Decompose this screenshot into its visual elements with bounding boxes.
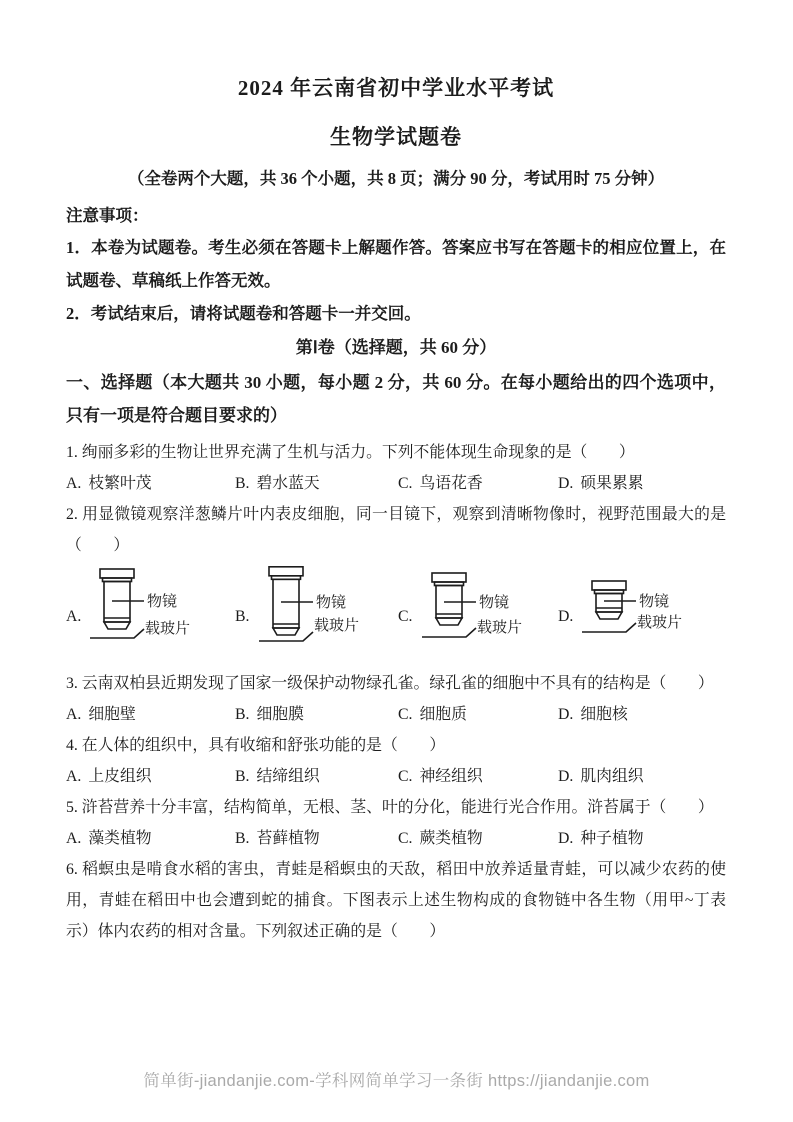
question-3-option-c <box>398 699 558 730</box>
option-text: 细胞核 <box>580 706 628 723</box>
option-label: B. <box>235 768 250 785</box>
question-2-diagrams <box>66 564 726 666</box>
question-3-text: 3. 云南双柏县近期发现了国家一级保护动物绿孔雀。绿孔雀的细胞中不具有的结构是（ ） <box>66 675 714 692</box>
question-4-option-b <box>235 761 398 792</box>
slide-label: 载玻片 <box>145 621 191 637</box>
question-4-option-d <box>558 761 726 792</box>
question-2-option-a <box>66 564 235 666</box>
option-text: 枝繁叶茂 <box>88 475 152 492</box>
objective-lens-diagram-a <box>86 566 210 664</box>
option-text: 上皮组织 <box>88 768 152 785</box>
option-label: B. <box>235 706 250 723</box>
question-5-options <box>66 823 726 854</box>
question-3-option-b <box>235 699 398 730</box>
question-1-text: 1. 绚丽多彩的生物让世界充满了生机与活力。下列不能体现生命现象的是（ ） <box>66 444 635 461</box>
notice-item-1: 1．本卷为试题卷。考生必须在答题卡上解题作答。答案应书写在答题卡的相应位置上，在试题卷、草稿纸上作答无效。 <box>66 238 726 290</box>
page-content <box>66 0 726 947</box>
option-text: 蕨类植物 <box>419 830 483 847</box>
question-2-option-b <box>235 564 398 666</box>
option-label: D. <box>558 475 574 492</box>
option-label: A. <box>66 706 82 723</box>
option-label: B. <box>235 830 250 847</box>
option-label: C. <box>398 768 413 785</box>
option-label: B. <box>235 608 250 625</box>
option-text: 苔藓植物 <box>256 830 320 847</box>
slide-label: 载玻片 <box>637 615 683 631</box>
option-label: D. <box>558 830 574 847</box>
question-2-option-c <box>398 564 558 666</box>
option-text: 细胞质 <box>419 706 467 723</box>
option-text: 结缔组织 <box>256 768 320 785</box>
question-5-option-a <box>66 823 235 854</box>
option-label: D. <box>558 768 574 785</box>
page-title: 2024 年云南省初中学业水平考试 <box>237 76 555 100</box>
question-5-option-c <box>398 823 558 854</box>
section-title: 第Ⅰ卷（选择题，共 60 分） <box>295 338 497 357</box>
question-4-option-a <box>66 761 235 792</box>
objective-lens-diagram-b <box>255 566 379 664</box>
question-4-options <box>66 761 726 792</box>
question-5-option-b <box>235 823 398 854</box>
notice-item-2: 2．考试结束后，请将试题卷和答题卡一并交回。 <box>66 304 421 323</box>
question-3-option-a <box>66 699 235 730</box>
question-1-option-c <box>398 468 558 499</box>
exam-info-line: （全卷两个大题，共 36 个小题，共 8 页；满分 90 分，考试用时 75 分钟） <box>127 169 665 188</box>
option-label: C. <box>398 706 413 723</box>
option-text: 细胞膜 <box>256 706 304 723</box>
question-4-text: 4. 在人体的组织中，具有收缩和舒张功能的是（ ） <box>66 737 446 754</box>
option-label: C. <box>398 830 413 847</box>
option-text: 鸟语花香 <box>419 475 483 492</box>
option-label: B. <box>235 475 250 492</box>
option-label: D. <box>558 608 574 625</box>
section-instructions: 一、选择题（本大题共 30 小题，每小题 2 分，共 60 分。在每小题给出的四个选项中，只有一项是符合题目要求的） <box>66 373 726 425</box>
option-text: 碧水蓝天 <box>256 475 320 492</box>
lens-label: 物镜 <box>147 594 178 610</box>
option-label: C. <box>398 608 413 625</box>
option-text: 肌肉组织 <box>580 768 644 785</box>
option-label: C. <box>398 475 413 492</box>
question-1-options <box>66 468 726 499</box>
objective-lens-diagram-d <box>578 566 702 664</box>
option-text: 藻类植物 <box>88 830 152 847</box>
slide-label: 载玻片 <box>476 620 522 636</box>
question-3-option-d <box>558 699 726 730</box>
footer-watermark: 简单街-jiandanjie.com-学科网简单学习一条街 https://jiandanjie.com <box>143 1072 650 1090</box>
option-label: D. <box>558 706 574 723</box>
questions-area <box>66 437 726 947</box>
option-text: 细胞壁 <box>88 706 136 723</box>
objective-lens-diagram-c <box>418 566 542 664</box>
question-1-option-b <box>235 468 398 499</box>
option-text: 硕果累累 <box>580 475 644 492</box>
question-1-option-a <box>66 468 235 499</box>
option-label: A. <box>66 608 82 625</box>
lens-label: 物镜 <box>315 595 346 611</box>
page-subtitle: 生物学试题卷 <box>330 125 462 149</box>
question-3-options <box>66 699 726 730</box>
question-5-option-d <box>558 823 726 854</box>
notice-heading: 注意事项： <box>66 206 149 225</box>
option-text: 神经组织 <box>419 768 483 785</box>
question-2-text: 2. 用显微镜观察洋葱鳞片叶内表皮细胞，同一目镜下，观察到清晰物像时，视野范围最大的是（ ） <box>66 506 726 554</box>
lens-label: 物镜 <box>639 594 670 610</box>
question-5-text: 5. 浒苔营养十分丰富，结构简单，无根、茎、叶的分化，能进行光合作用。浒苔属于（ ） <box>66 799 714 816</box>
question-6-text: 6. 稻螟虫是啃食水稻的害虫，青蛙是稻螟虫的天敌，稻田中放养适量青蛙，可以减少农药的使用，青蛙在稻田中也会遭到蛇的捕食。下图表示上述生物构成的食物链中各生物（用甲~丁表示）体内农药的相对含量。下列叙述正确的是（ ） <box>66 861 726 940</box>
option-text: 种子植物 <box>580 830 644 847</box>
option-label: A. <box>66 768 82 785</box>
question-4-option-c <box>398 761 558 792</box>
question-1-option-d <box>558 468 726 499</box>
slide-label: 载玻片 <box>313 618 359 634</box>
question-2-option-d <box>558 564 726 666</box>
option-label: A. <box>66 830 82 847</box>
option-label: A. <box>66 475 82 492</box>
lens-label: 物镜 <box>478 595 509 611</box>
